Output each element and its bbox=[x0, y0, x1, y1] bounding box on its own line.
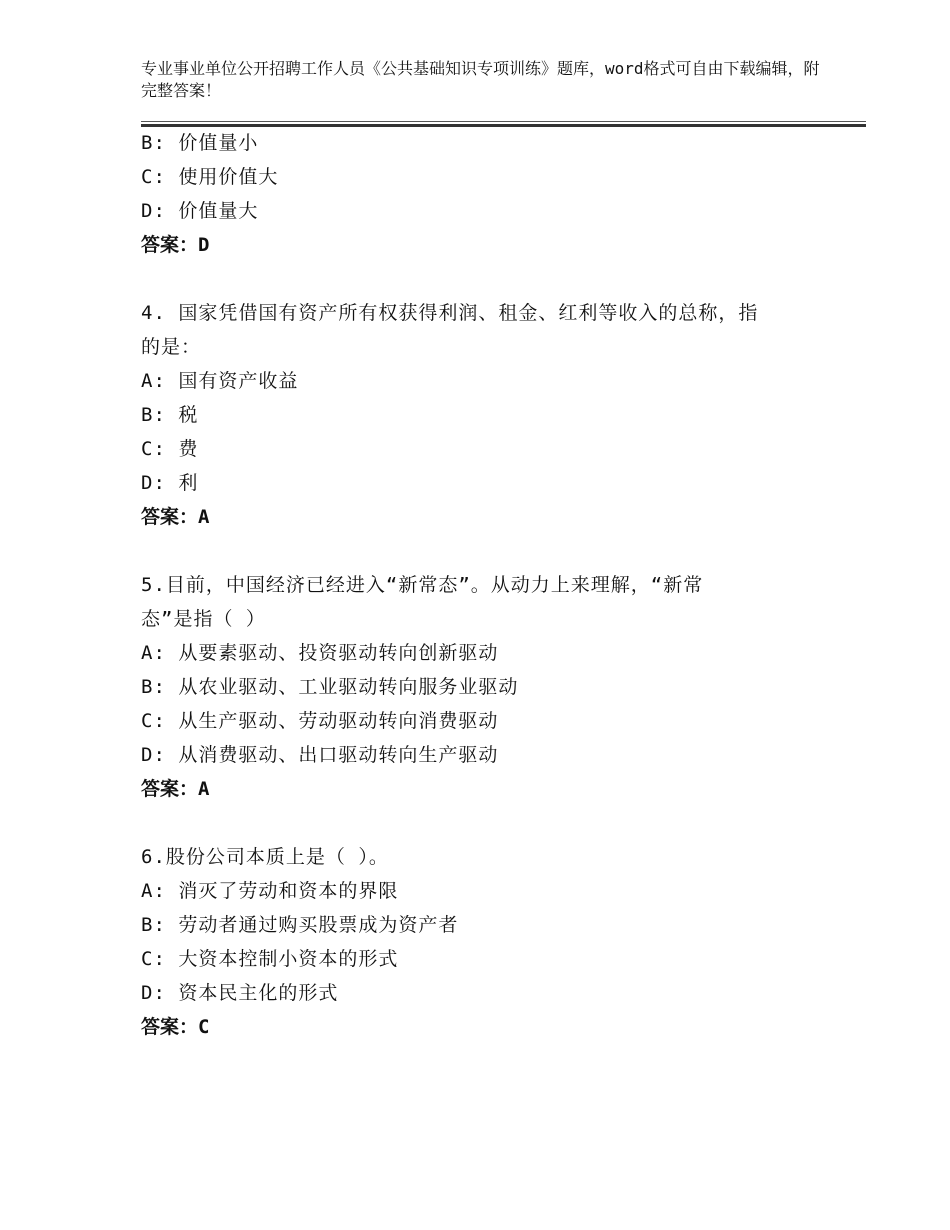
question-title-cont: 态”是指（ ） bbox=[141, 608, 266, 630]
option-d: D: 资本民主化的形式 bbox=[141, 982, 339, 1004]
option-b: B: 从农业驱动、工业驱动转向服务业驱动 bbox=[141, 676, 519, 698]
option-b: B: 价值量小 bbox=[141, 132, 259, 154]
question-6-block bbox=[141, 840, 841, 1044]
answer-value: D bbox=[198, 234, 210, 256]
answer-line bbox=[141, 500, 841, 534]
option-c: C: 大资本控制小资本的形式 bbox=[141, 948, 399, 970]
page-header bbox=[141, 58, 821, 102]
option-c: C: 费 bbox=[141, 438, 199, 460]
question-4-block bbox=[141, 296, 841, 534]
question-title-cont: 的是： bbox=[141, 336, 202, 358]
option-a: A: 消灭了劳动和资本的界限 bbox=[141, 880, 399, 902]
option-c: C: 从生产驱动、劳动驱动转向消费驱动 bbox=[141, 710, 499, 732]
answer-line bbox=[141, 1010, 841, 1044]
answer-label: 答案： bbox=[141, 234, 199, 256]
option-b: B: 劳动者通过购买股票成为资产者 bbox=[141, 914, 459, 936]
header-text: 专业事业单位公开招聘工作人员《公共基础知识专项训练》题库，word格式可自由下载编辑，附完整答案！ bbox=[141, 59, 820, 100]
question-content bbox=[141, 126, 841, 1044]
option-b: B: 税 bbox=[141, 404, 199, 426]
answer-line bbox=[141, 228, 841, 262]
answer-value: C bbox=[198, 1016, 210, 1038]
option-a: A: 国有资产收益 bbox=[141, 370, 299, 392]
option-d: D: 价值量大 bbox=[141, 200, 259, 222]
question-title: 5.目前，中国经济已经进入“新常态”。从动力上来理解，“新常 bbox=[141, 574, 704, 596]
answer-label: 答案： bbox=[141, 778, 199, 800]
answer-value: A bbox=[198, 778, 210, 800]
answer-label: 答案： bbox=[141, 1016, 199, 1038]
option-a: A: 从要素驱动、投资驱动转向创新驱动 bbox=[141, 642, 499, 664]
question-5-block bbox=[141, 568, 841, 806]
answer-label: 答案： bbox=[141, 506, 199, 528]
answer-value: A bbox=[198, 506, 210, 528]
option-c: C: 使用价值大 bbox=[141, 166, 279, 188]
question-title: 6.股份公司本质上是（ ）。 bbox=[141, 846, 389, 868]
option-d: D: 从消费驱动、出口驱动转向生产驱动 bbox=[141, 744, 499, 766]
question-title: 4. 国家凭借国有资产所有权获得利润、租金、红利等收入的总称，指 bbox=[141, 302, 759, 324]
option-d: D: 利 bbox=[141, 472, 199, 494]
prev-question-block bbox=[141, 126, 841, 262]
answer-line bbox=[141, 772, 841, 806]
